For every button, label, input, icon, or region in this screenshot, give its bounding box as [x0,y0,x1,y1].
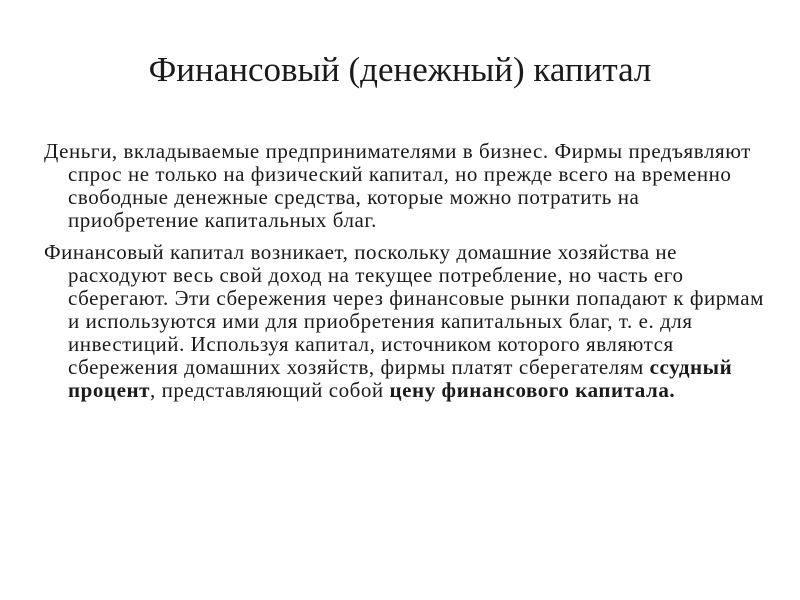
paragraph-money-definition: Деньги, вкладываемые предпринимателями в бизнес. Фирмы предъявляют спрос не только на физический капитал, но прежде всего на временно свободные денежные средства, которые можно потратить на приобретение капитальных благ. [44,139,751,232]
slide-title: Финансовый (денежный) капитал [148,50,652,89]
paragraph-financial-capital [44,241,764,402]
paragraph-text-part: , представляющий собой [149,378,390,402]
term-loan-interest: ссудный процент [68,355,733,402]
term-price-of-financial-capital: цену финансового капитала. [389,378,676,402]
paragraph-text-part: Финансовый капитал возникает, поскольку домашние хозяйства не расходуют весь свой доход на текущее потребление, но часть его сберегают. Эти сбережения через финансовые рынки попадают к фирмам и используются ими для приобретения капитальных благ, т. е. для инвестиций. Используя капитал, источником которого являются сбережения домашних хозяйств, фирмы платят сберегателям [44,240,764,379]
slide-body [44,140,764,411]
